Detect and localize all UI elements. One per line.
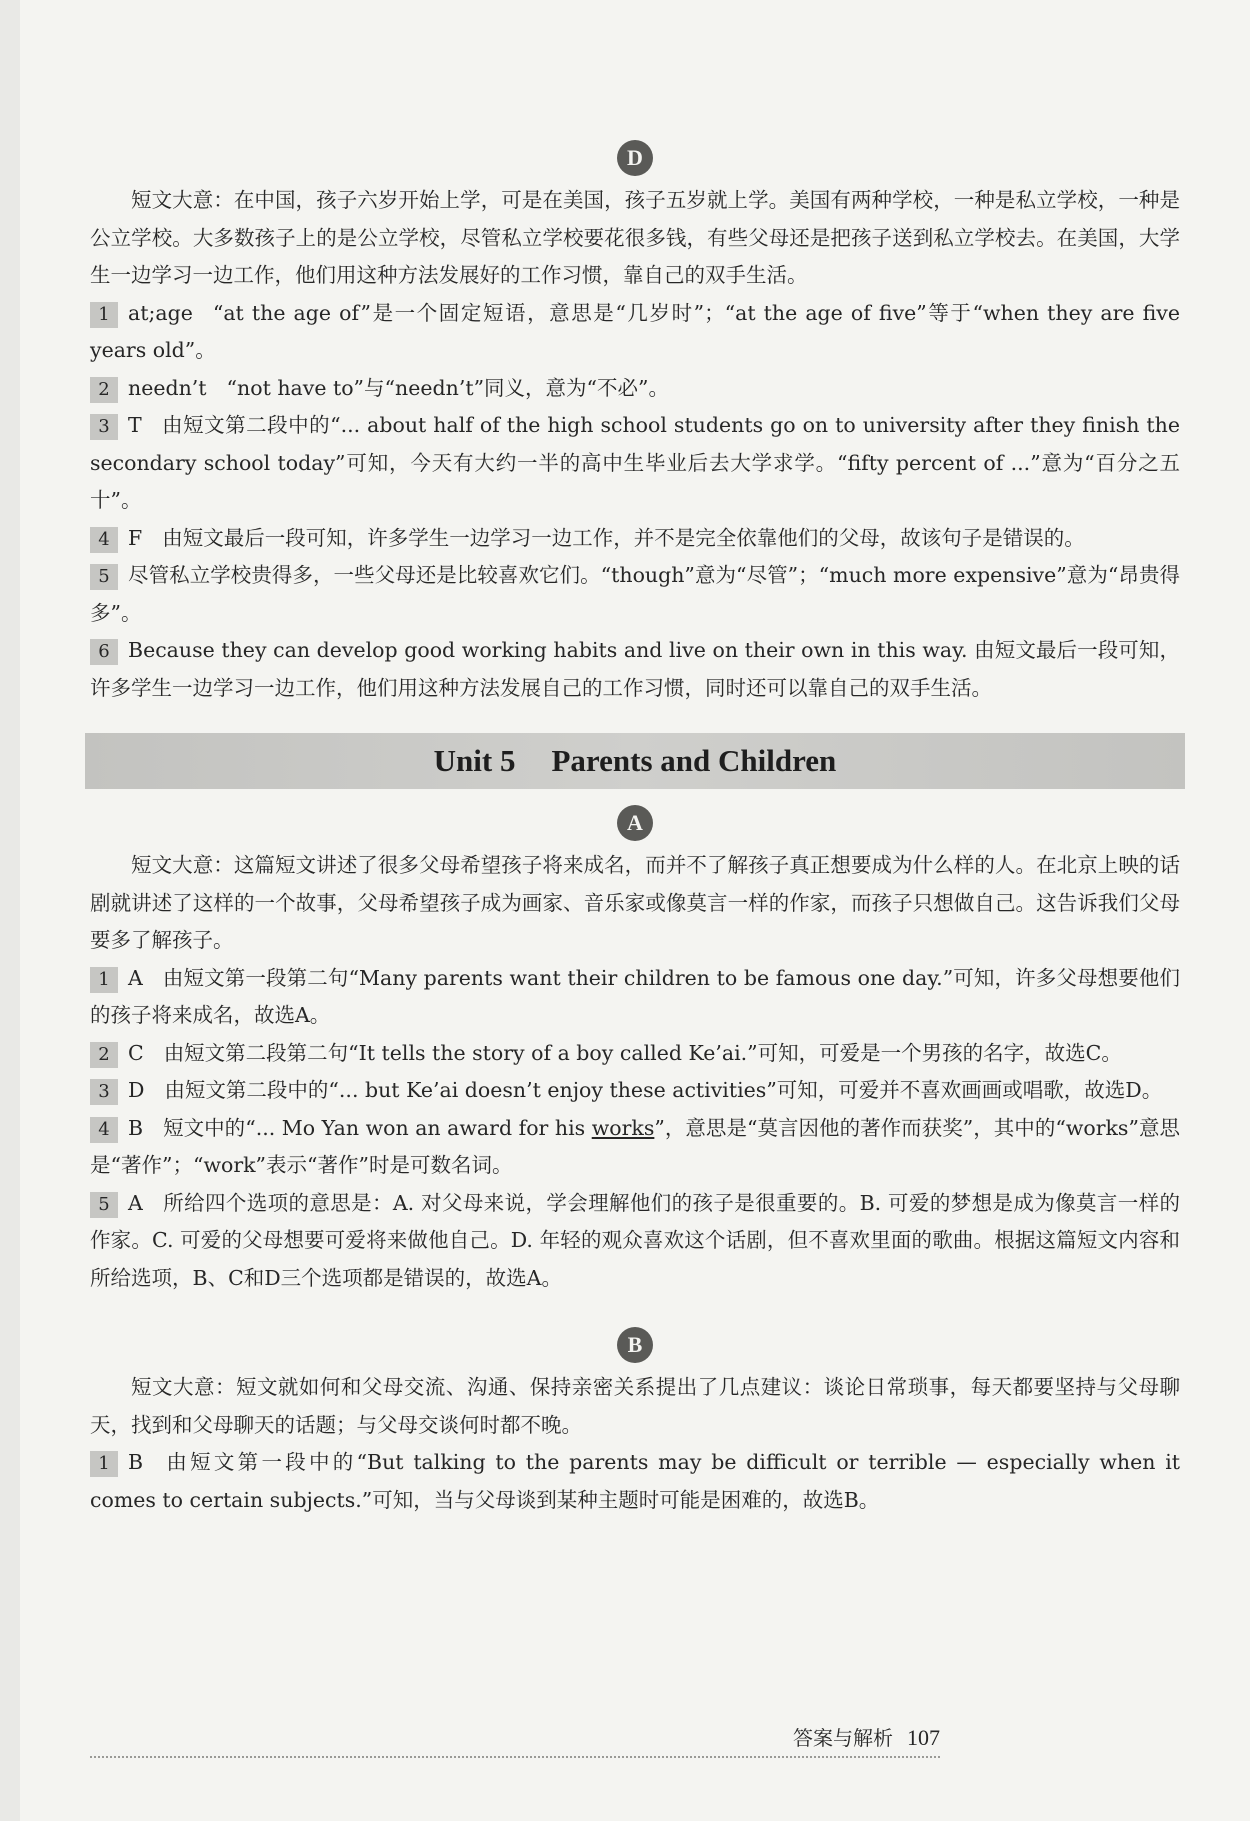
item-explanation-pre: 短文中的“... Mo Yan won an award for his [163, 1115, 592, 1140]
item-number: 3 [90, 414, 118, 440]
item-explanation: 尽管私立学校贵得多，一些父母还是比较喜欢它们。“though”意为“尽管”；“much more expensive”意为“昂贵得多”。 [90, 563, 1180, 625]
item-number: 1 [90, 967, 118, 993]
page [20, 0, 1250, 1821]
item-explanation: 由短文第二段第二句“It tells the story of a boy called Ke’ai.”可知，可爱是一个男孩的名字，故选C。 [163, 1040, 1122, 1065]
section-badge-a: A [617, 805, 653, 841]
section-badge-d: D [617, 140, 653, 176]
item-explanation: 所给四个选项的意思是：A. 对父母来说，学会理解他们的孩子是很重要的。B. 可爱的梦想是成为像莫言一样的作家。C. 可爱的父母想要可爱将来做他自己。D. 年轻的观众喜欢这个话剧，但不喜欢里面的歌曲。根据这篇短文内容和所给选项，B、C和D三个选项都是错误的，故选A。 [90, 1190, 1180, 1290]
unit-label: Unit 5 [433, 743, 516, 778]
item-explanation: 由短文第二段中的“... about half of the high school students go on to university after they finish the secondary school today”可知，今天有大约一半的高中生毕业后去大学求学。“fifty percent of ...”意为“百分之五十”。 [90, 413, 1180, 512]
item-explanation-underlined: works [591, 1115, 655, 1140]
item-number: 2 [90, 1042, 118, 1068]
answer-item [90, 1110, 1180, 1185]
item-number: 1 [90, 302, 118, 328]
answer-item [90, 960, 1180, 1035]
item-number: 1 [90, 1451, 118, 1477]
page-footer [90, 1722, 940, 1758]
answer-content [90, 138, 1180, 1519]
answer-item [90, 407, 1180, 520]
item-answer: F [128, 525, 143, 550]
item-explanation: Because they can develop good working habits and live on their own in this way. 由短文最后一段可知，许多学生一边学习一边工作，他们用这种方法发展自己的工作习惯，同时还可以靠自己的双手生活。 [90, 638, 1180, 700]
item-answer: A [128, 965, 143, 990]
item-explanation: 由短文最后一段可知，许多学生一边学习一边工作，并不是完全依靠他们的父母，故该句子是错误的。 [162, 525, 1085, 550]
item-number: 4 [90, 1117, 118, 1143]
item-number: 3 [90, 1079, 118, 1105]
item-number: 4 [90, 527, 118, 553]
answer-item [90, 370, 1180, 408]
item-answer: C [128, 1040, 144, 1065]
item-answer: A [128, 1190, 143, 1215]
unit-title: Parents and Children [551, 743, 837, 778]
answer-item [90, 1185, 1180, 1298]
item-answer: T [128, 413, 142, 437]
answer-item [90, 520, 1180, 558]
footer-label: 答案与解析 [793, 1726, 893, 1750]
answer-item [90, 1072, 1180, 1110]
section-d-summary: 短文大意：在中国，孩子六岁开始上学，可是在美国，孩子五岁就上学。美国有两种学校，一种是私立学校，一种是公立学校。大多数孩子上的是公立学校，尽管私立学校要花很多钱，有些父母还是把孩子送到私立学校去。在美国，大学生一边学习一边工作，他们用这种方法发展好的工作习惯，靠自己的双手生活。 [90, 188, 1180, 287]
item-number: 5 [90, 564, 118, 590]
section-b-summary: 短文大意：短文就如何和父母交流、沟通、保持亲密关系提出了几点建议：谈论日常琐事，每天都要坚持与父母聊天，找到和父母聊天的话题；与父母交谈何时都不晚。 [90, 1375, 1180, 1437]
section-badge-b: B [617, 1327, 653, 1363]
item-answer: B [128, 1450, 144, 1474]
answer-item [90, 557, 1180, 632]
item-answer: B [128, 1115, 144, 1140]
answer-item [90, 632, 1180, 707]
unit-heading [85, 733, 1185, 789]
answer-item [90, 1035, 1180, 1073]
item-explanation: 由短文第二段中的“... but Ke’ai doesn’t enjoy these activities”可知，可爱并不喜欢画画或唱歌，故选D。 [164, 1078, 1163, 1102]
item-number: 6 [90, 639, 118, 665]
item-explanation: 由短文第一段中的“But talking to the parents may be difficult or terrible — especially when it comes to certain subjects.”可知，当与父母谈到某种主题时可能是困难的，故选B。 [90, 1450, 1180, 1512]
item-answer: D [128, 1078, 145, 1102]
item-answer: at;age [128, 300, 193, 325]
item-explanation-post: ”，意思是“莫言因他的著作而获奖”，其中的“works”意思是“著作”；“work”表示“著作”时是可数名词。 [90, 1115, 1180, 1177]
answer-item [90, 1444, 1180, 1519]
section-a-summary: 短文大意：这篇短文讲述了很多父母希望孩子将来成名，而并不了解孩子真正想要成为什么样的人。在北京上映的话剧就讲述了这样的一个故事，父母希望孩子成为画家、音乐家或像莫言一样的作家，而孩子只想做自己。这告诉我们父母要多了解孩子。 [90, 853, 1180, 952]
item-number: 5 [90, 1192, 118, 1218]
answer-item [90, 295, 1180, 370]
page-number: 107 [907, 1725, 940, 1750]
item-answer: needn’t [128, 375, 207, 400]
item-explanation: “at the age of”是一个固定短语，意思是“几岁时”；“at the age of five”等于“when they are five years old”。 [90, 300, 1180, 362]
item-explanation: 由短文第一段第二句“Many parents want their children to be famous one day.”可知，许多父母想要他们的孩子将来成名，故选A。 [90, 965, 1180, 1027]
item-explanation: “not have to”与“needn’t”同义，意为“不必”。 [226, 375, 670, 400]
item-number: 2 [90, 377, 118, 403]
